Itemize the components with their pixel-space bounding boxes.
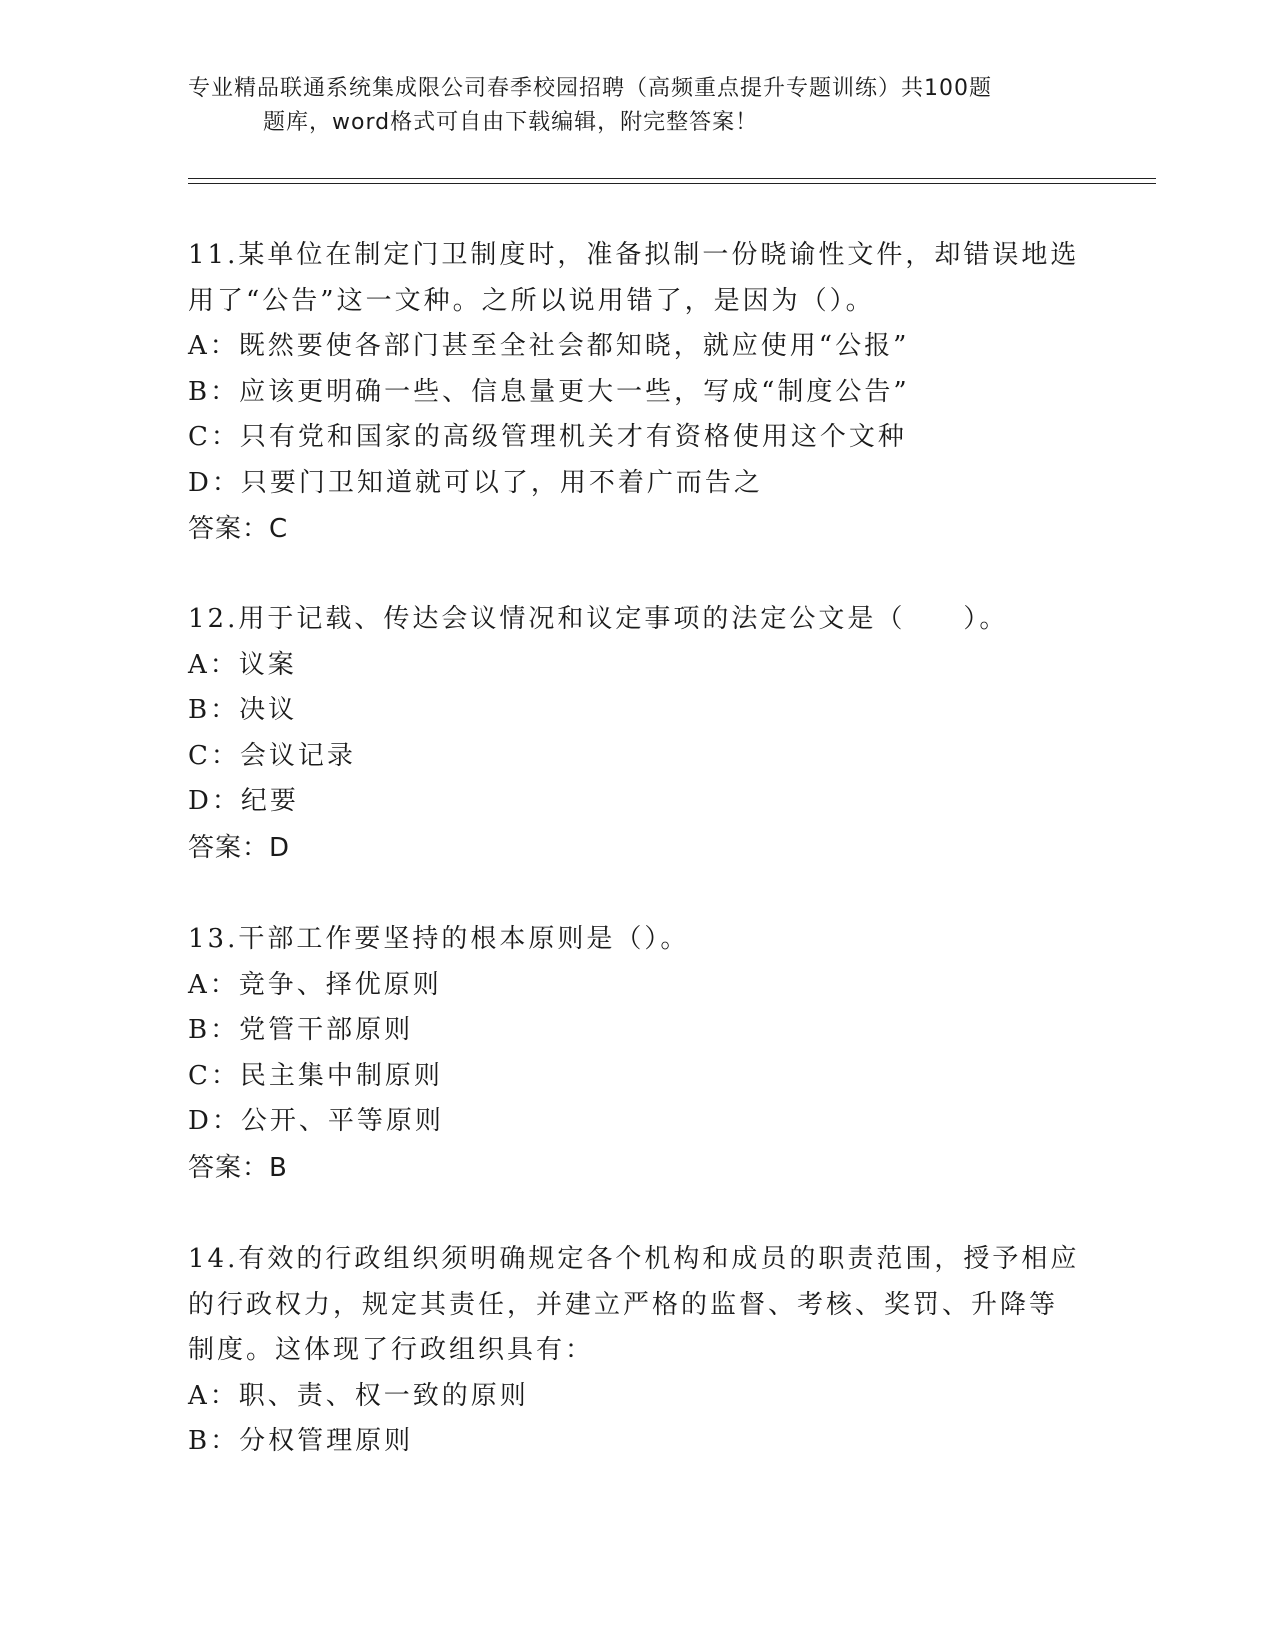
question-stem: 12.用于记载、传达会议情况和议定事项的法定公文是（ ）。 [188, 604, 1009, 634]
question-stem: 制度。这体现了行政组织具有： [188, 1335, 595, 1365]
option-d: D：公开、平等原则 [188, 1106, 444, 1136]
option-b: B：决议 [188, 695, 298, 725]
option-a: A：职、责、权一致的原则 [188, 1380, 529, 1411]
question-stem: 11.某单位在制定门卫制度时，准备拟制一份晓谕性文件，却错误地选 [188, 240, 1080, 270]
question-stem: 的行政权力，规定其责任，并建立严格的监督、考核、奖罚、升降等 [188, 1289, 1059, 1320]
header-divider-top [188, 178, 1156, 179]
question-12 [188, 597, 1088, 871]
option-c: C：会议记录 [188, 740, 356, 771]
option-a: A：既然要使各部门甚至全社会都知晓，就应使用“公报” [188, 331, 910, 361]
option-b: B：党管干部原则 [188, 1015, 414, 1045]
option-a: A：议案 [188, 649, 297, 680]
question-stem: 用了“公告”这一文种。之所以说用错了，是因为（）。 [188, 285, 875, 316]
option-c: C：只有党和国家的高级管理机关才有资格使用这个文种 [188, 422, 907, 452]
option-d: D：纪要 [188, 786, 299, 816]
answer-text: 答案：D [188, 832, 291, 863]
header-divider-bottom [188, 183, 1156, 184]
option-d: D：只要门卫知道就可以了，用不着广而告之 [188, 467, 763, 498]
question-14 [188, 1237, 1088, 1465]
option-a: A：竞争、择优原则 [188, 969, 442, 1000]
question-stem: 13.干部工作要坚持的根本原则是（）。 [188, 924, 690, 954]
question-stem: 14.有效的行政组织须明确规定各个机构和成员的职责范围，授予相应 [188, 1244, 1080, 1274]
header-title-line-2: 题库，word格式可自由下载编辑，附完整答案！ [263, 110, 759, 135]
answer-text: 答案：C [188, 514, 289, 544]
answer-text: 答案：B [188, 1152, 288, 1183]
option-c: C：民主集中制原则 [188, 1060, 443, 1091]
document-header [188, 72, 1068, 140]
option-b: B：应该更明确一些、信息量更大一些，写成“制度公告” [188, 376, 910, 407]
header-title-line-1: 专业精品联通系统集成限公司春季校园招聘（高频重点提升专题训练）共100题 [188, 76, 992, 101]
option-b: B：分权管理原则 [188, 1426, 414, 1456]
question-11 [188, 233, 1088, 553]
question-13 [188, 917, 1088, 1191]
